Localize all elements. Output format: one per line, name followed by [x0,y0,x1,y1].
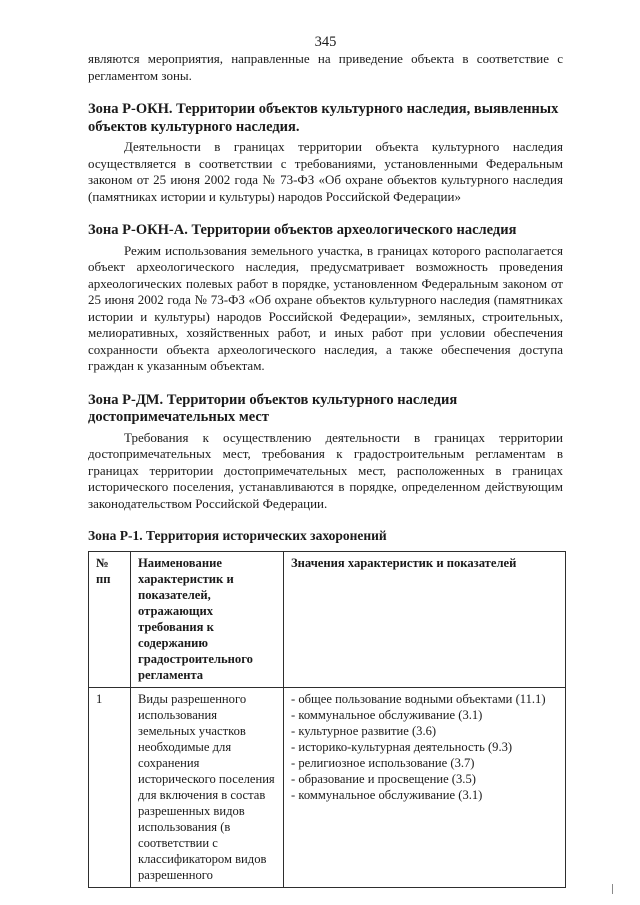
value-item: - культурное развитие (3.6) [291,724,437,738]
table-row [89,688,566,888]
table-header-values: Значения характеристик и показателей [284,552,566,688]
value-item: - общее пользование водными объектами (11.1) [291,692,546,706]
value-item: - коммунальное обслуживание (3.1) [291,708,483,722]
paragraph-continuation: являются мероприятия, направленные на приведение объекта в соответствие с регламентом зоны. [88,51,563,83]
value-item: - коммунальное обслуживание (3.1) [291,788,483,802]
page-number: 345 [314,34,337,50]
section-r-dm-heading: Зона Р-ДМ. Территории объектов культурного наследия достопримечательных мест [88,391,458,425]
regulation-table [88,551,566,888]
section-r-dm-body: Требования к осуществлению деятельности в границах территории достопримечательных мест, требования к градостроительным регламентам в границах территории достопримечательных мест, расположенных в границах исторического поселения, устанавливаются в порядке, определенном действующим законодательством Российской Федерации. [88,429,563,511]
value-item: - религиозное использование (3.7) [291,756,475,770]
cell-values [284,688,566,888]
section-r-okn-a-body: Режим использования земельного участка, в границах которого располагается объект археологического наследия, предусматривает возможность проведения археологических полевых работ в порядке, установленном Федеральным законом от 25 июня 2002 года № 73-ФЗ «Об охране объектов культурного наследия (памятниках истории и культуры) народов Российской Федерации», земляных, строительных, мелиоративных, хозяйственных работ, и иных работ при условии обеспечения сохранности объекта археологического наследия, а также обеспечения доступа граждан к указанным объектам. [88,242,563,373]
scan-artifact-mark [612,884,613,894]
section-r-okn-heading: Зона Р-ОКН. Территории объектов культурного наследия, выявленных объектов культурного наследия. [88,101,559,135]
cell-name: Виды разрешенного использования земельных участков необходимые для сохранения исторического поселения для включения в состав разрешенных видов использования (в соответствии с классификатором видов разрешенного [131,688,284,888]
value-item: - историко-культурная деятельность (9.3) [291,740,513,754]
table-title: Зона Р-1. Территория исторических захоронений [88,528,387,543]
table-header-num: № пп [89,552,131,688]
section-r-okn-body: Деятельности в границах территории объекта культурного наследия осуществляется в соответствии с требованиями, установленными Федеральным законом от 25 июня 2002 года № 73-ФЗ «Об охране объектов культурного наследия (памятниках истории и культуры) народов Российской Федерации» [88,139,563,204]
cell-num: 1 [89,688,131,888]
table-header-name: Наименование характеристик и показателей, отражающих требования к содержанию градостроительного регламента [131,552,284,688]
table-header-row [89,552,566,688]
value-item: - образование и просвещение (3.5) [291,772,476,786]
section-r-okn-a-heading: Зона Р-ОКН-А. Территории объектов археологического наследия [88,222,517,238]
